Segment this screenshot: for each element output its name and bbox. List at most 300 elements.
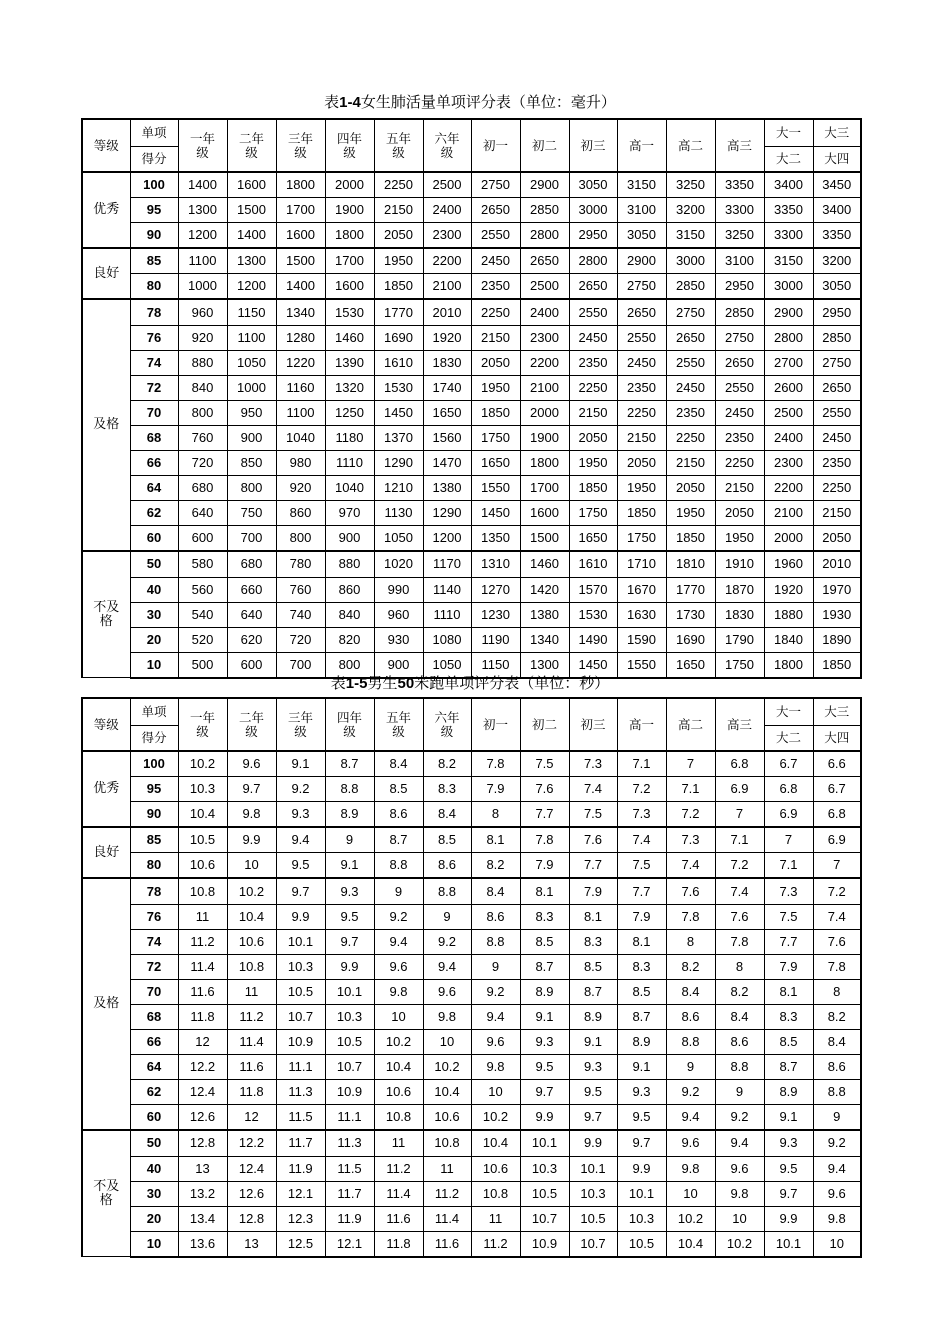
value-cell: 9.8 [374, 979, 423, 1004]
value-cell: 9.4 [813, 1156, 861, 1181]
value-cell: 1830 [423, 350, 471, 375]
value-cell: 1400 [227, 223, 276, 249]
value-cell: 11.2 [227, 1004, 276, 1029]
value-cell: 10 [227, 853, 276, 879]
value-cell: 900 [325, 526, 374, 552]
value-cell: 1600 [227, 172, 276, 198]
value-cell: 6.9 [715, 777, 764, 802]
value-cell: 2050 [617, 451, 666, 476]
value-cell: 2250 [715, 451, 764, 476]
value-cell: 9.2 [471, 979, 520, 1004]
value-cell: 7.7 [617, 878, 666, 904]
value-cell: 2050 [666, 476, 715, 501]
value-cell: 7.8 [520, 827, 569, 853]
title-number: 1-4 [339, 94, 361, 111]
value-cell: 3000 [764, 274, 813, 300]
score-cell: 60 [130, 526, 178, 552]
value-cell: 2750 [813, 350, 861, 375]
value-cell: 8.1 [617, 929, 666, 954]
value-cell: 1810 [666, 551, 715, 577]
value-cell: 9.3 [764, 1130, 813, 1156]
value-cell: 640 [227, 602, 276, 627]
item-header: 单项 [130, 119, 178, 147]
value-cell: 8.4 [423, 802, 471, 828]
value-cell: 2450 [715, 400, 764, 425]
value-cell: 11.4 [374, 1181, 423, 1206]
level-cell: 优秀 [82, 172, 130, 248]
value-cell: 1900 [325, 198, 374, 223]
grade-header: 六年 级 [423, 698, 471, 751]
value-cell: 2750 [715, 325, 764, 350]
value-cell: 1630 [617, 602, 666, 627]
value-cell: 920 [178, 325, 227, 350]
value-cell: 1900 [520, 425, 569, 450]
value-cell: 9.8 [227, 802, 276, 828]
value-cell: 1950 [374, 248, 423, 274]
value-cell: 1960 [764, 551, 813, 577]
score-cell: 40 [130, 577, 178, 602]
value-cell: 1290 [423, 501, 471, 526]
value-cell: 1650 [471, 451, 520, 476]
value-cell: 10.3 [325, 1004, 374, 1029]
value-cell: 780 [276, 551, 325, 577]
grade-header: 初三 [569, 698, 617, 751]
value-cell: 2000 [325, 172, 374, 198]
value-cell: 13.4 [178, 1206, 227, 1231]
score-cell: 64 [130, 1055, 178, 1080]
value-cell: 2300 [764, 451, 813, 476]
value-cell: 10.2 [666, 1206, 715, 1231]
value-cell: 1470 [423, 451, 471, 476]
value-cell: 900 [374, 652, 423, 678]
value-cell: 1450 [569, 652, 617, 678]
value-cell: 9 [423, 904, 471, 929]
value-cell: 950 [227, 400, 276, 425]
value-cell: 12 [227, 1105, 276, 1131]
value-cell: 11.1 [276, 1055, 325, 1080]
value-cell: 8.9 [569, 1004, 617, 1029]
title-number-2: 50 [397, 675, 415, 692]
table-row [82, 501, 861, 526]
value-cell: 3300 [764, 223, 813, 249]
value-cell: 680 [178, 476, 227, 501]
value-cell: 9.4 [666, 1105, 715, 1131]
value-cell: 1740 [423, 375, 471, 400]
table-row [82, 198, 861, 223]
level-header: 等级 [82, 119, 130, 172]
table-row [82, 299, 861, 325]
value-cell: 8.6 [471, 904, 520, 929]
value-cell: 12.2 [178, 1055, 227, 1080]
value-cell: 10.3 [520, 1156, 569, 1181]
value-cell: 9.2 [423, 929, 471, 954]
value-cell: 9.1 [569, 1030, 617, 1055]
value-cell: 6.9 [764, 802, 813, 828]
value-cell: 2650 [471, 198, 520, 223]
grade-header: 高二 [666, 698, 715, 751]
value-cell: 2150 [374, 198, 423, 223]
value-cell: 9.4 [715, 1130, 764, 1156]
value-cell: 2300 [423, 223, 471, 249]
score-cell: 62 [130, 1080, 178, 1105]
value-cell: 2750 [471, 172, 520, 198]
value-cell: 10.1 [617, 1181, 666, 1206]
value-cell: 3200 [666, 198, 715, 223]
value-cell: 2050 [813, 526, 861, 552]
value-cell: 1920 [764, 577, 813, 602]
value-cell: 3350 [715, 172, 764, 198]
score-cell: 40 [130, 1156, 178, 1181]
value-cell: 1750 [569, 501, 617, 526]
value-cell: 9.6 [666, 1130, 715, 1156]
value-cell: 7.6 [715, 904, 764, 929]
value-cell: 1930 [813, 602, 861, 627]
grade-header: 五年 级 [374, 119, 423, 172]
value-cell: 9.1 [617, 1055, 666, 1080]
value-cell: 1890 [813, 627, 861, 652]
value-cell: 1140 [423, 577, 471, 602]
value-cell: 8.8 [813, 1080, 861, 1105]
value-cell: 3200 [813, 248, 861, 274]
value-cell: 2000 [764, 526, 813, 552]
value-cell: 7.8 [666, 904, 715, 929]
value-cell: 800 [178, 400, 227, 425]
value-cell: 9.6 [471, 1030, 520, 1055]
value-cell: 6.8 [764, 777, 813, 802]
level-cell: 良好 [82, 248, 130, 299]
value-cell: 1340 [276, 299, 325, 325]
value-cell: 2350 [813, 451, 861, 476]
value-cell: 1290 [374, 451, 423, 476]
value-cell: 1530 [325, 299, 374, 325]
value-cell: 1370 [374, 425, 423, 450]
value-cell: 10.1 [325, 979, 374, 1004]
value-cell: 3150 [764, 248, 813, 274]
value-cell: 1650 [666, 652, 715, 678]
value-cell: 8.4 [666, 979, 715, 1004]
value-cell: 6.7 [813, 777, 861, 802]
value-cell: 9.5 [764, 1156, 813, 1181]
score-cell: 72 [130, 375, 178, 400]
value-cell: 9.9 [276, 904, 325, 929]
value-cell: 11.6 [374, 1206, 423, 1231]
value-cell: 7.4 [813, 904, 861, 929]
value-cell: 1670 [617, 577, 666, 602]
value-cell: 660 [227, 577, 276, 602]
table-row [82, 400, 861, 425]
value-cell: 1880 [764, 602, 813, 627]
university-header-top: 大一 [764, 698, 813, 726]
score-cell: 30 [130, 602, 178, 627]
value-cell: 7.4 [569, 777, 617, 802]
value-cell: 11.3 [276, 1080, 325, 1105]
value-cell: 2450 [617, 350, 666, 375]
value-cell: 10.9 [276, 1030, 325, 1055]
value-cell: 10 [813, 1231, 861, 1257]
value-cell: 8.5 [374, 777, 423, 802]
value-cell: 7.3 [617, 802, 666, 828]
value-cell: 10.9 [325, 1080, 374, 1105]
grade-header: 二年 级 [227, 698, 276, 751]
grade-header: 初二 [520, 698, 569, 751]
value-cell: 1170 [423, 551, 471, 577]
score-cell: 64 [130, 476, 178, 501]
grade-header: 初二 [520, 119, 569, 172]
value-cell: 11.2 [374, 1156, 423, 1181]
value-cell: 9.6 [227, 751, 276, 777]
value-cell: 1270 [471, 577, 520, 602]
level-cell: 及格 [82, 878, 130, 1130]
value-cell: 2950 [813, 299, 861, 325]
grade-header: 二年 级 [227, 119, 276, 172]
value-cell: 10.8 [471, 1181, 520, 1206]
value-cell: 10.5 [617, 1231, 666, 1257]
value-cell: 1450 [374, 400, 423, 425]
table-row [82, 878, 861, 904]
value-cell: 8.1 [471, 827, 520, 853]
value-cell: 10.7 [276, 1004, 325, 1029]
value-cell: 10.9 [520, 1231, 569, 1257]
value-cell: 8.8 [325, 777, 374, 802]
table-row [82, 1231, 861, 1257]
value-cell: 9.8 [715, 1181, 764, 1206]
table-row [82, 827, 861, 853]
score-cell: 74 [130, 350, 178, 375]
value-cell: 11 [374, 1130, 423, 1156]
value-cell: 12.8 [227, 1206, 276, 1231]
value-cell: 1320 [325, 375, 374, 400]
value-cell: 2600 [764, 375, 813, 400]
value-cell: 1020 [374, 551, 423, 577]
value-cell: 7.8 [715, 929, 764, 954]
value-cell: 8.8 [666, 1030, 715, 1055]
value-cell: 9.8 [471, 1055, 520, 1080]
value-cell: 560 [178, 577, 227, 602]
score-header: 得分 [130, 726, 178, 752]
value-cell: 1750 [471, 425, 520, 450]
value-cell: 9.2 [374, 904, 423, 929]
table-row [82, 248, 861, 274]
value-cell: 600 [227, 652, 276, 678]
value-cell: 860 [276, 501, 325, 526]
value-cell: 8 [471, 802, 520, 828]
grade-header: 初一 [471, 698, 520, 751]
value-cell: 800 [276, 526, 325, 552]
value-cell: 7.3 [569, 751, 617, 777]
table-row [82, 602, 861, 627]
grade-header: 一年 级 [178, 119, 227, 172]
title-text: 米跑单项评分表（单位：秒） [414, 674, 610, 692]
university-header-bottom: 大二 [764, 147, 813, 173]
score-cell: 85 [130, 248, 178, 274]
value-cell: 880 [178, 350, 227, 375]
value-cell: 2150 [569, 400, 617, 425]
score-cell: 74 [130, 929, 178, 954]
value-cell: 7.4 [666, 853, 715, 879]
value-cell: 8.2 [423, 751, 471, 777]
value-cell: 7.3 [764, 878, 813, 904]
value-cell: 2400 [520, 299, 569, 325]
value-cell: 2650 [569, 274, 617, 300]
value-cell: 10.7 [569, 1231, 617, 1257]
value-cell: 9.4 [471, 1004, 520, 1029]
value-cell: 10 [374, 1004, 423, 1029]
value-cell: 2550 [471, 223, 520, 249]
value-cell: 2150 [666, 451, 715, 476]
value-cell: 11.4 [423, 1206, 471, 1231]
value-cell: 1710 [617, 551, 666, 577]
value-cell: 3400 [764, 172, 813, 198]
value-cell: 9.6 [813, 1181, 861, 1206]
value-cell: 6.7 [764, 751, 813, 777]
score-cell: 90 [130, 223, 178, 249]
value-cell: 3250 [666, 172, 715, 198]
score-cell: 70 [130, 979, 178, 1004]
value-cell: 8.3 [617, 954, 666, 979]
value-cell: 1700 [520, 476, 569, 501]
value-cell: 1590 [617, 627, 666, 652]
value-cell: 9.3 [569, 1055, 617, 1080]
table-row [82, 350, 861, 375]
score-cell: 76 [130, 904, 178, 929]
value-cell: 1840 [764, 627, 813, 652]
table-row [82, 223, 861, 249]
title-text-a: 男生 [367, 674, 398, 692]
value-cell: 9 [715, 1080, 764, 1105]
score-cell: 95 [130, 198, 178, 223]
value-cell: 8.8 [715, 1055, 764, 1080]
value-cell: 2850 [813, 325, 861, 350]
value-cell: 9.2 [813, 1130, 861, 1156]
value-cell: 10.3 [276, 954, 325, 979]
value-cell: 10.2 [715, 1231, 764, 1257]
table-row [82, 476, 861, 501]
value-cell: 10.5 [520, 1181, 569, 1206]
value-cell: 8.1 [569, 904, 617, 929]
value-cell: 8.8 [423, 878, 471, 904]
value-cell: 1380 [423, 476, 471, 501]
value-cell: 10.1 [276, 929, 325, 954]
value-cell: 7.7 [569, 853, 617, 879]
value-cell: 920 [276, 476, 325, 501]
value-cell: 1950 [471, 375, 520, 400]
value-cell: 700 [227, 526, 276, 552]
value-cell: 9 [325, 827, 374, 853]
score-cell: 10 [130, 1231, 178, 1257]
value-cell: 1850 [569, 476, 617, 501]
value-cell: 1790 [715, 627, 764, 652]
value-cell: 800 [227, 476, 276, 501]
value-cell: 11.7 [325, 1181, 374, 1206]
value-cell: 11 [471, 1206, 520, 1231]
value-cell: 2250 [569, 375, 617, 400]
value-cell: 2550 [813, 400, 861, 425]
value-cell: 3050 [569, 172, 617, 198]
value-cell: 1730 [666, 602, 715, 627]
value-cell: 8.4 [374, 751, 423, 777]
value-cell: 9.2 [715, 1105, 764, 1131]
table-row [82, 325, 861, 350]
value-cell: 2350 [569, 350, 617, 375]
table-row [82, 1156, 861, 1181]
value-cell: 1000 [227, 375, 276, 400]
value-cell: 7.2 [715, 853, 764, 879]
value-cell: 11.9 [276, 1156, 325, 1181]
value-cell: 930 [374, 627, 423, 652]
value-cell: 7.6 [666, 878, 715, 904]
grade-header: 高三 [715, 698, 764, 751]
value-cell: 9 [666, 1055, 715, 1080]
value-cell: 8.7 [520, 954, 569, 979]
value-cell: 1950 [666, 501, 715, 526]
value-cell: 1050 [423, 652, 471, 678]
value-cell: 1800 [764, 652, 813, 678]
value-cell: 1150 [471, 652, 520, 678]
value-cell: 2650 [813, 375, 861, 400]
value-cell: 2150 [715, 476, 764, 501]
value-cell: 7.4 [617, 827, 666, 853]
value-cell: 1050 [227, 350, 276, 375]
table-row [82, 1080, 861, 1105]
value-cell: 7.9 [520, 853, 569, 879]
value-cell: 9.5 [520, 1055, 569, 1080]
value-cell: 8.9 [325, 802, 374, 828]
value-cell: 10.8 [374, 1105, 423, 1131]
grade-header: 高一 [617, 698, 666, 751]
value-cell: 3250 [715, 223, 764, 249]
value-cell: 1800 [325, 223, 374, 249]
grade-header: 一年 级 [178, 698, 227, 751]
table-row [82, 1030, 861, 1055]
value-cell: 1500 [276, 248, 325, 274]
value-cell: 9.4 [423, 954, 471, 979]
university-header-bottom: 大四 [813, 147, 861, 173]
value-cell: 1500 [227, 198, 276, 223]
value-cell: 7 [764, 827, 813, 853]
value-cell: 7.6 [520, 777, 569, 802]
score-cell: 66 [130, 451, 178, 476]
value-cell: 8.4 [813, 1030, 861, 1055]
value-cell: 2800 [520, 223, 569, 249]
value-cell: 8 [715, 954, 764, 979]
value-cell: 640 [178, 501, 227, 526]
value-cell: 520 [178, 627, 227, 652]
value-cell: 2750 [617, 274, 666, 300]
value-cell: 1380 [520, 602, 569, 627]
value-cell: 10.2 [471, 1105, 520, 1131]
value-cell: 2650 [715, 350, 764, 375]
table-row [82, 979, 861, 1004]
value-cell: 7.3 [666, 827, 715, 853]
value-cell: 9.6 [715, 1156, 764, 1181]
value-cell: 12.3 [276, 1206, 325, 1231]
grade-header: 三年 级 [276, 119, 325, 172]
score-cell: 78 [130, 299, 178, 325]
value-cell: 2850 [715, 299, 764, 325]
value-cell: 8.9 [520, 979, 569, 1004]
table-row [82, 526, 861, 552]
value-cell: 2050 [569, 425, 617, 450]
value-cell: 8.5 [617, 979, 666, 1004]
value-cell: 600 [178, 526, 227, 552]
value-cell: 3050 [617, 223, 666, 249]
university-header-top: 大三 [813, 698, 861, 726]
value-cell: 9.4 [276, 827, 325, 853]
value-cell: 10.4 [227, 904, 276, 929]
value-cell: 11.5 [276, 1105, 325, 1131]
value-cell: 2300 [520, 325, 569, 350]
value-cell: 10.6 [227, 929, 276, 954]
